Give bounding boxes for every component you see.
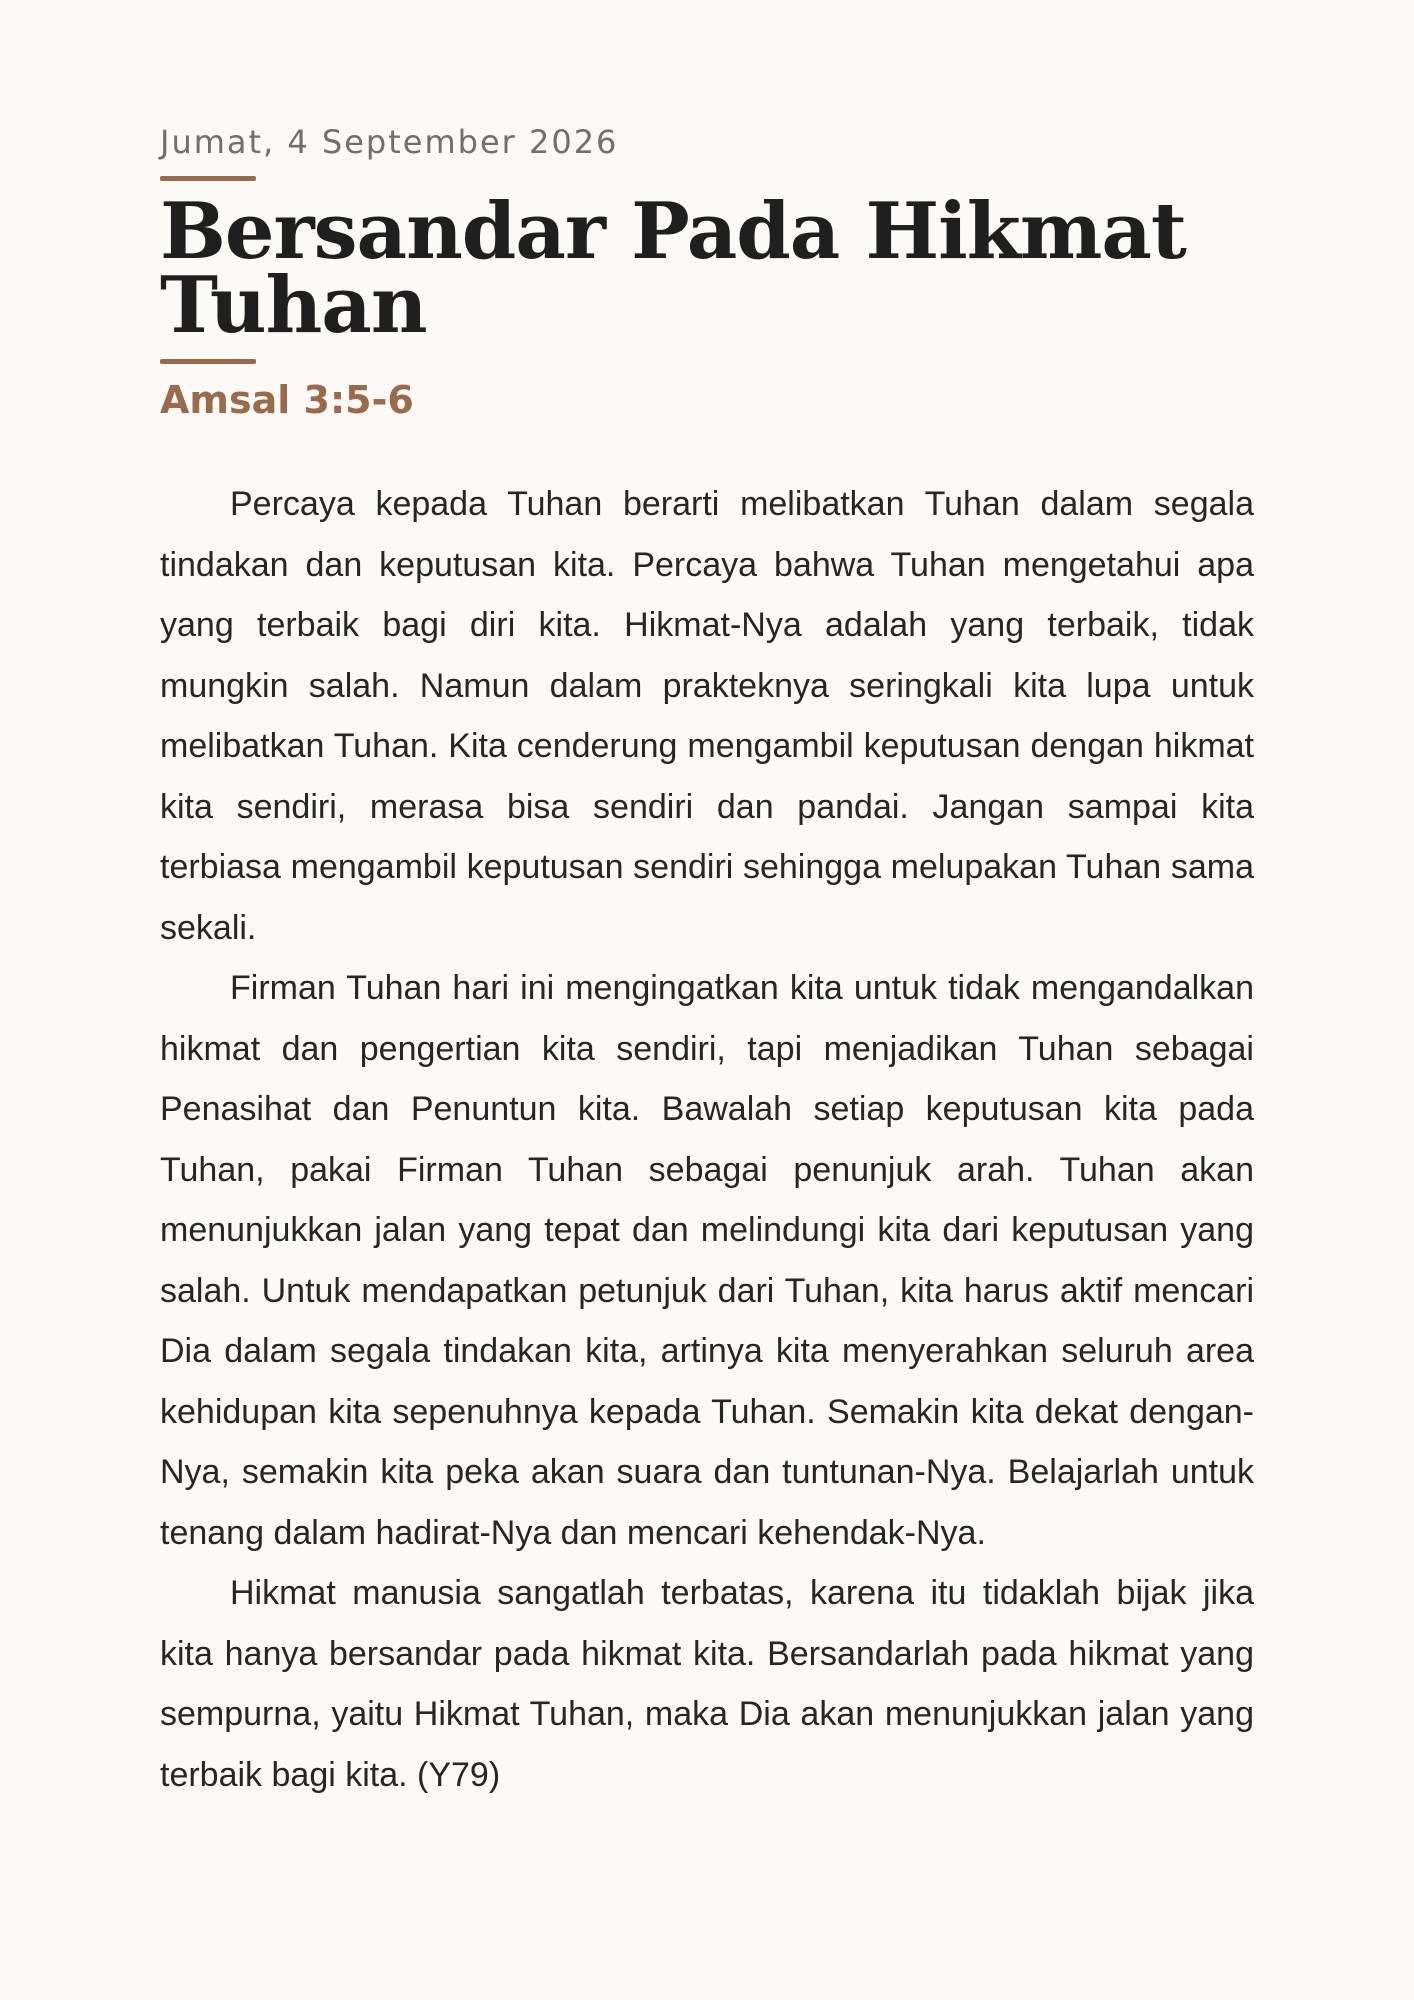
body-paragraph: Hikmat manusia sangatlah terbatas, karena itu tidaklah bijak jika kita hanya bersandar pada hikmat kita. Bersandarlah pada hikmat yang sempurna, yaitu Hikmat Tuhan, maka Dia akan menunjukkan jalan yang terbaik bagi kita. (Y79) bbox=[160, 1574, 1254, 1794]
devotional-body bbox=[160, 474, 1254, 1805]
body-paragraph: Percaya kepada Tuhan berarti melibatkan Tuhan dalam segala tindakan dan keputusan kita. Percaya bahwa Tuhan mengetahui apa yang terbaik bagi diri kita. Hikmat-Nya adalah yang terbaik, tidak mungkin salah. Namun dalam prakteknya seringkali kita lupa untuk melibatkan Tuhan. Kita cenderung mengambil keputusan dengan hikmat kita sendiri, merasa bisa sendiri dan pandai. Jangan sampai kita terbiasa mengambil keputusan sendiri sehingga melupakan Tuhan sama sekali. bbox=[160, 485, 1254, 947]
devotional-page bbox=[160, 120, 1254, 1805]
accent-rule-bottom bbox=[160, 359, 256, 364]
date-line: Jumat, 4 September 2026 bbox=[160, 123, 619, 161]
accent-rule-top bbox=[160, 176, 256, 181]
page-title: Bersandar Pada Hikmat Tuhan bbox=[160, 186, 1186, 351]
scripture-reference: Amsal 3:5-6 bbox=[160, 378, 414, 422]
body-paragraph: Firman Tuhan hari ini mengingatkan kita untuk tidak mengandalkan hikmat dan pengertian kita sendiri, tapi menjadikan Tuhan sebagai Penasihat dan Penuntun kita. Bawalah setiap keputusan kita pada Tuhan, pakai Firman Tuhan sebagai penunjuk arah. Tuhan akan menunjukkan jalan yang tepat dan melindungi kita dari keputusan yang salah. Untuk mendapatkan petunjuk dari Tuhan, kita harus aktif mencari Dia dalam segala tindakan kita, artinya kita menyerahkan seluruh area kehidupan kita sepenuhnya kepada Tuhan. Semakin kita dekat dengan-Nya, semakin kita peka akan suara dan tuntunan-Nya. Belajarlah untuk tenang dalam hadirat-Nya dan mencari kehendak-Nya. bbox=[160, 969, 1254, 1552]
